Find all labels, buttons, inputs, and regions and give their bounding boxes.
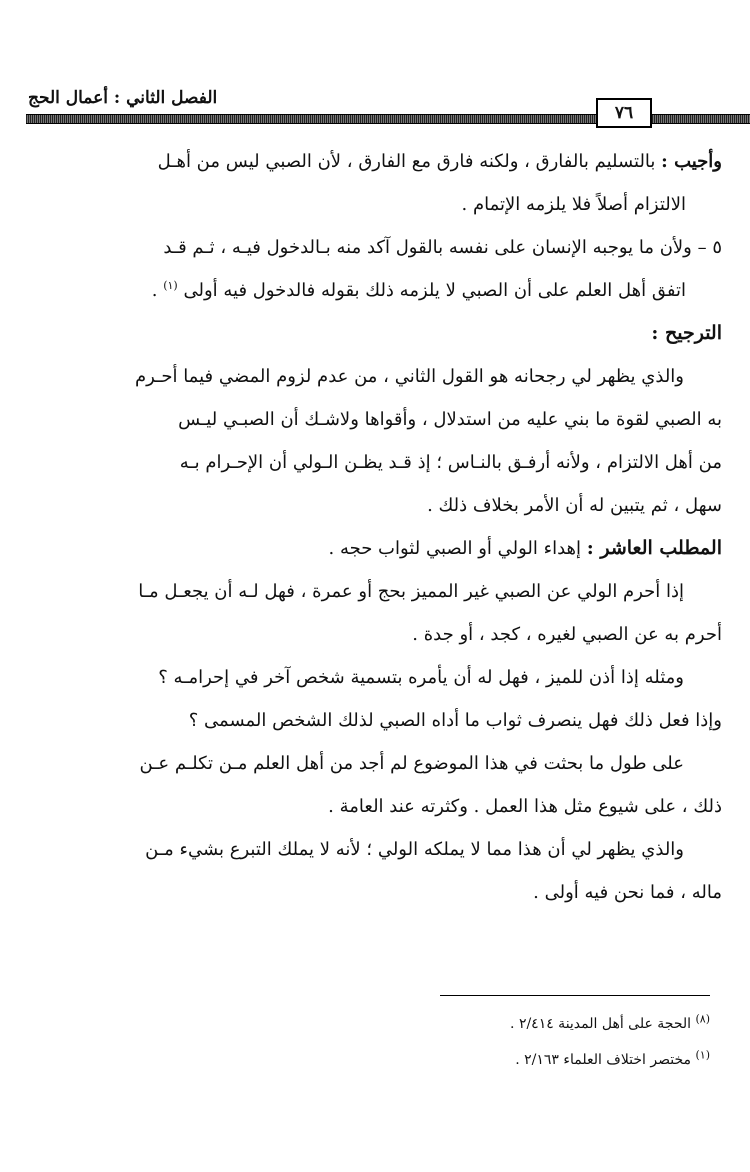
- page-number: ٧٦: [596, 98, 652, 128]
- paragraph-6-line-1: على طول ما بحثت في هذا الموضوع لم أجد من أهل العلم مـن تكلـم عـن: [139, 753, 684, 774]
- paragraph-7-line-2: ماله ، فما نحن فيه أولى .: [533, 882, 722, 903]
- footnotes: [40, 1006, 710, 1078]
- paragraph-answer: [40, 140, 722, 183]
- chapter-title: الفصل الثاني : أعمال الحج: [28, 88, 218, 108]
- numbered-point-5-continuation: [40, 269, 686, 312]
- paragraph-5-line-2: وإذا فعل ذلك فهل ينصرف ثواب ما أداه الصبي لذلك الشخص المسمى ؟: [188, 710, 722, 731]
- paragraph-5-line-1: ومثله إذا أذن للميز ، فهل له أن يأمره بتسمية شخص آخر في إحرامـه ؟: [158, 667, 684, 688]
- tarjih-line-4: سهل ، ثم يتبين له أن الأمر بخلاف ذلك .: [427, 495, 722, 516]
- running-header: [0, 82, 750, 134]
- footnote-mark: (٨): [695, 1012, 710, 1026]
- answer-continuation: الالتزام أصلاً فلا يلزمه الإتمام .: [461, 194, 686, 215]
- paragraph-4-line-2: أحرم به عن الصبي لغيره ، كجد ، أو جدة .: [412, 624, 722, 645]
- footnote-item: [40, 1006, 710, 1042]
- footnote-ref: (١): [163, 279, 178, 292]
- matlab-title: إهداء الولي أو الصبي لثواب حجه .: [328, 538, 587, 559]
- tarjih-line-1: والذي يظهر لي رجحانه هو القول الثاني ، من عدم لزوم المضي فيما أحـرم: [135, 366, 684, 387]
- answer-term: وأجيب :: [661, 151, 722, 172]
- footnote-text: مختصر اختلاف العلماء ٢/١٦٣ .: [515, 1052, 696, 1068]
- paragraph-7-line-1: والذي يظهر لي أن هذا مما لا يملكه الولي ؛ لأنه لا يملك التبرع بشيء مـن: [145, 839, 684, 860]
- point-5-end: .: [151, 280, 164, 301]
- main-text: [40, 140, 722, 914]
- matlab-term: المطلب العاشر :: [586, 537, 722, 559]
- tarjih-heading: الترجيح :: [651, 322, 722, 344]
- paragraph-4-line-1: إذا أحرم الولي عن الصبي غير المميز بحج أو عمرة ، فهل لـه أن يجعـل مـا: [138, 581, 684, 602]
- answer-text: بالتسليم بالفارق ، ولكنه فارق مع الفارق ، لأن الصبي ليس من أهـل: [157, 151, 662, 172]
- numbered-point-5: ٥ – ولأن ما يوجبه الإنسان على نفسه بالقول آكد منه بـالدخول فيـه ، ثـم قـد: [163, 237, 722, 258]
- footnote-mark: (١): [695, 1048, 710, 1062]
- footnote-text: الحجة على أهل المدينة ٢/٤١٤ .: [510, 1016, 696, 1032]
- paragraph-6-line-2: ذلك ، على شيوع مثل هذا العمل . وكثرته عند العامة .: [328, 796, 722, 817]
- tarjih-line-2: به الصبي لقوة ما بني عليه من استدلال ، وأقواها ولاشـك أن الصبـي ليـس: [178, 409, 722, 430]
- section-heading-matlab: [40, 527, 722, 570]
- footnote-item: [40, 1042, 710, 1078]
- footnote-separator: [440, 995, 710, 996]
- tarjih-line-3: من أهل الالتزام ، ولأنه أرفـق بالنـاس ؛ إذ قـد يظـن الـولي أن الإحـرام بـه: [179, 452, 722, 473]
- point-5-text: اتفق أهل العلم على أن الصبي لا يلزمه ذلك بقوله فالدخول فيه أولى: [183, 280, 686, 301]
